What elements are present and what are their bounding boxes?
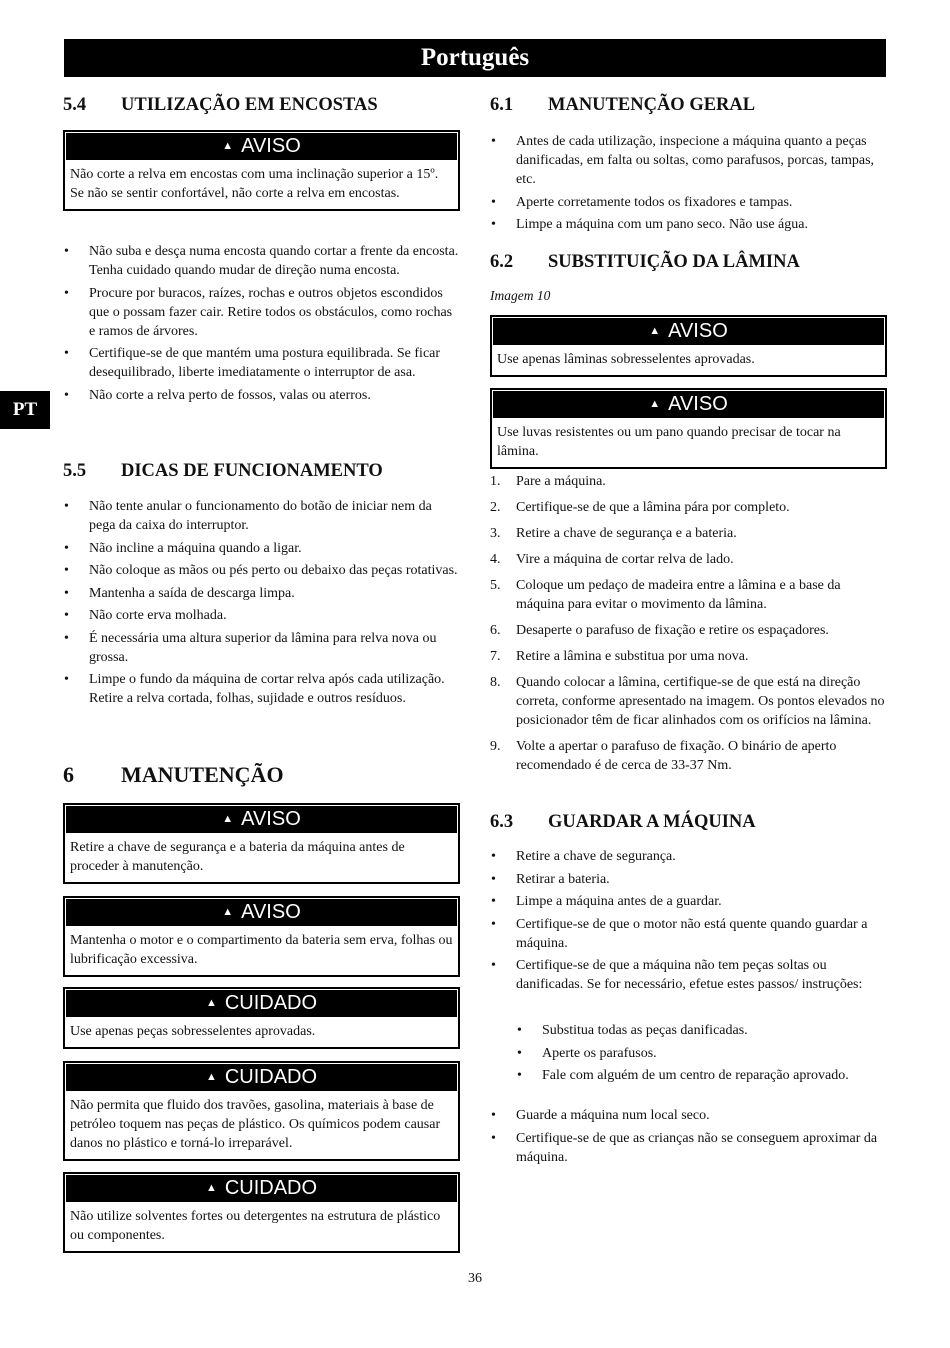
- caution-label: CUIDADO: [224, 1066, 318, 1088]
- caution-box: [63, 1172, 460, 1253]
- sub-list-item: • Aperte os parafusos.: [517, 1045, 657, 1061]
- bullet-icon: •: [64, 585, 69, 601]
- list-item: • Retire a chave de segurança.: [491, 849, 676, 864]
- warning-triangle-icon: ▲: [649, 398, 661, 410]
- caution-header: [66, 1175, 457, 1202]
- warning-triangle-icon: ▲: [205, 1071, 217, 1083]
- language-side-tab: PT: [0, 391, 50, 429]
- step-item: 6. Desaperte o parafuso de fixação e retire os espaçadores.: [490, 623, 829, 638]
- warning-label: AVISO: [241, 808, 301, 830]
- section-title: MANUTENÇÃO: [121, 762, 284, 787]
- step-item: 8. Quando colocar a lâmina, certifique-se de que está na direção correta, conforme apresentado na imagem. Os pontos elevados no posicionador têm de ficar alinhados com os orifícios na lâmina.: [490, 675, 885, 728]
- section-title: UTILIZAÇÃO EM ENCOSTAS: [121, 95, 378, 115]
- sub-bullet-list: [490, 1021, 887, 1089]
- list-item: • Não corte erva molhada.: [64, 608, 227, 623]
- caution-text: Não utilize solventes fortes ou detergentes na estrutura de plástico ou componentes.: [70, 1209, 441, 1243]
- bullet-icon: •: [491, 1130, 496, 1146]
- list-item: • Limpe o fundo da máquina de cortar relva após cada utilização. Retire a relva cortada, folhas, sujidade e outros resíduos.: [64, 672, 445, 706]
- warning-text: Mantenha o motor e o compartimento da bateria sem erva, folhas ou lubrificação excessiva.: [70, 933, 453, 967]
- warning-label: AVISO: [668, 320, 728, 342]
- warning-box: [490, 315, 887, 377]
- section-heading-6-2: [490, 252, 800, 273]
- section-number: 6.3: [490, 812, 514, 832]
- step-number: 3.: [490, 526, 501, 541]
- bullet-icon: •: [491, 194, 496, 210]
- bullet-icon: •: [64, 244, 69, 259]
- step-number: 2.: [490, 500, 501, 515]
- step-number: 9.: [490, 739, 501, 754]
- bullet-icon: •: [517, 1023, 522, 1038]
- step-number: 1.: [490, 474, 501, 489]
- bullet-icon: •: [491, 894, 496, 909]
- warning-triangle-icon: ▲: [222, 906, 234, 918]
- warning-header: [66, 806, 457, 833]
- warning-box: [63, 803, 460, 884]
- bullet-icon: •: [64, 285, 69, 301]
- list-item: • Retirar a bateria.: [491, 871, 610, 887]
- bullet-icon: •: [64, 608, 69, 623]
- step-number: 7.: [490, 649, 501, 664]
- bullet-icon: •: [491, 217, 496, 232]
- warning-header: [493, 318, 884, 345]
- bullet-icon: •: [491, 916, 496, 932]
- bullet-list: [490, 847, 887, 998]
- caution-header: [66, 990, 457, 1017]
- step-number: 4.: [490, 552, 501, 567]
- bullet-icon: •: [64, 540, 69, 556]
- section-title: GUARDAR A MÁQUINA: [548, 812, 756, 832]
- section-heading-6: [63, 762, 284, 788]
- section-heading-6-3: [490, 812, 756, 833]
- warning-triangle-icon: ▲: [649, 325, 661, 337]
- step-item: 1. Pare a máquina.: [490, 474, 606, 489]
- warning-label: AVISO: [241, 135, 301, 157]
- bullet-list: [63, 242, 460, 408]
- bullet-icon: •: [64, 563, 69, 578]
- list-item: • Limpe a máquina antes de a guardar.: [491, 894, 722, 909]
- warning-box: [63, 896, 460, 977]
- bullet-list: [490, 1106, 887, 1170]
- list-item: • Aperte corretamente todos os fixadores e tampas.: [491, 194, 793, 210]
- caution-text: Não permita que fluido dos travões, gasolina, materiais à base de petróleo toquem nas peças de plástico. Os químicos podem causar danos no plástico e torná-lo irreparável.: [70, 1098, 441, 1151]
- warning-triangle-icon: ▲: [222, 140, 234, 152]
- section-heading-6-1: [490, 95, 755, 116]
- section-title: MANUTENÇÃO GERAL: [548, 95, 756, 115]
- warning-box: [63, 130, 460, 211]
- language-header: Português: [64, 39, 886, 77]
- section-heading-5-4: [63, 95, 378, 116]
- caution-text: Use apenas peças sobresselentes aprovadas.: [70, 1024, 316, 1039]
- bullet-list: [63, 497, 460, 712]
- sub-list-item: • Substitua todas as peças danificadas.: [517, 1023, 748, 1038]
- warning-label: AVISO: [668, 393, 728, 415]
- section-number: 6.2: [490, 252, 514, 272]
- list-item: • Não tente anular o funcionamento do botão de iniciar nem da pega da caixa do interruptor.: [64, 499, 432, 533]
- list-item: • Antes de cada utilização, inspecione a máquina quanto a peças danificadas, em falta ou soltas, como parafusos, porcas, tampas, etc.: [491, 134, 875, 187]
- list-item: • Não suba e desça numa encosta quando cortar a frente da encosta. Tenha cuidado quando mudar de direção numa encosta.: [64, 244, 459, 278]
- bullet-icon: •: [517, 1068, 522, 1083]
- list-item: • Certifique-se de que o motor não está quente quando guardar a máquina.: [491, 916, 868, 951]
- warning-text: Retire a chave de segurança e a bateria da máquina antes de proceder à manutenção.: [70, 840, 405, 874]
- list-item: • Limpe a máquina com um pano seco. Não use água.: [491, 217, 808, 232]
- step-item: 4. Vire a máquina de cortar relva de lado.: [490, 552, 734, 567]
- caution-label: CUIDADO: [224, 992, 318, 1014]
- bullet-list: [490, 132, 887, 238]
- warning-header: [66, 899, 457, 926]
- list-item: • Certifique-se de que a máquina não tem peças soltas ou danificadas. Se for necessário, efetue estes passos/ instruções:: [491, 958, 863, 992]
- list-item: • É necessária uma altura superior da lâmina para relva nova ou grossa.: [64, 630, 437, 665]
- bullet-icon: •: [491, 134, 496, 149]
- sub-list-item: • Fale com alguém de um centro de reparação aprovado.: [517, 1068, 849, 1083]
- warning-triangle-icon: ▲: [222, 813, 234, 825]
- section-title: SUBSTITUIÇÃO DA LÂMINA: [548, 252, 800, 272]
- bullet-icon: •: [491, 1108, 496, 1123]
- bullet-icon: •: [64, 672, 69, 687]
- caution-label: CUIDADO: [224, 1177, 318, 1199]
- bullet-icon: •: [517, 1045, 522, 1061]
- warning-triangle-icon: ▲: [205, 1182, 217, 1194]
- warning-box: [490, 388, 887, 469]
- numbered-steps: [490, 472, 887, 782]
- section-number: 5.4: [63, 95, 87, 115]
- warning-triangle-icon: ▲: [205, 997, 217, 1009]
- bullet-icon: •: [64, 630, 69, 646]
- step-number: 6.: [490, 623, 501, 638]
- caution-header: [66, 1064, 457, 1091]
- list-item: • Procure por buracos, raízes, rochas e outros objetos escondidos que o possam fazer cair. Retire todos os obstáculos, como rochas e ramos de árvores.: [64, 285, 453, 339]
- bullet-icon: •: [491, 871, 496, 887]
- warning-text: Use apenas lâminas sobresselentes aprovadas.: [497, 352, 755, 367]
- step-number: 5.: [490, 578, 501, 593]
- bullet-icon: •: [64, 499, 69, 514]
- section-number: 6.1: [490, 95, 514, 115]
- warning-text: Não corte a relva em encostas com uma inclinação superior a 15º. Se não se sentir confortável, não corte a relva em encostas.: [70, 167, 439, 201]
- section-heading-5-5: [63, 461, 383, 482]
- list-item: • Não coloque as mãos ou pés perto ou debaixo das peças rotativas.: [64, 563, 458, 578]
- step-item: 7. Retire a lâmina e substitua por uma nova.: [490, 649, 749, 664]
- step-item: 3. Retire a chave de segurança e a bateria.: [490, 526, 737, 541]
- warning-label: AVISO: [241, 901, 301, 923]
- caution-box: [63, 1061, 460, 1161]
- bullet-icon: •: [64, 387, 69, 403]
- warning-header: [66, 133, 457, 160]
- list-item: • Certifique-se de que as crianças não se conseguem aproximar da máquina.: [491, 1130, 878, 1165]
- bullet-icon: •: [64, 346, 69, 361]
- section-title: DICAS DE FUNCIONAMENTO: [121, 461, 383, 481]
- warning-text: Use luvas resistentes ou um pano quando precisar de tocar na lâmina.: [497, 425, 841, 459]
- list-item: • Mantenha a saída de descarga limpa.: [64, 585, 295, 601]
- list-item: • Certifique-se de que mantém uma postura equilibrada. Se ficar desequilibrado, liberte imediatamente o interruptor de asa.: [64, 346, 441, 380]
- page-number: 36: [468, 1271, 482, 1286]
- list-item: • Não incline a máquina quando a ligar.: [64, 540, 302, 556]
- list-item: • Não corte a relva perto de fossos, valas ou aterros.: [64, 387, 371, 403]
- section-number: 6: [63, 762, 74, 787]
- bullet-icon: •: [491, 958, 496, 973]
- step-item: 9. Volte a apertar o parafuso de fixação. O binário de aperto recomendado é de cerca de 33-37 Nm.: [490, 739, 837, 773]
- list-item: • Guarde a máquina num local seco.: [491, 1108, 710, 1123]
- step-item: 2. Certifique-se de que a lâmina pára por completo.: [490, 500, 790, 515]
- warning-header: [493, 391, 884, 418]
- step-item: 5. Coloque um pedaço de madeira entre a lâmina e a base da máquina para evitar o movimento da lâmina.: [490, 578, 841, 612]
- caution-box: [63, 987, 460, 1049]
- bullet-icon: •: [491, 849, 496, 864]
- figure-reference: Imagem 10: [490, 288, 551, 303]
- step-number: 8.: [490, 675, 501, 690]
- section-number: 5.5: [63, 461, 87, 481]
